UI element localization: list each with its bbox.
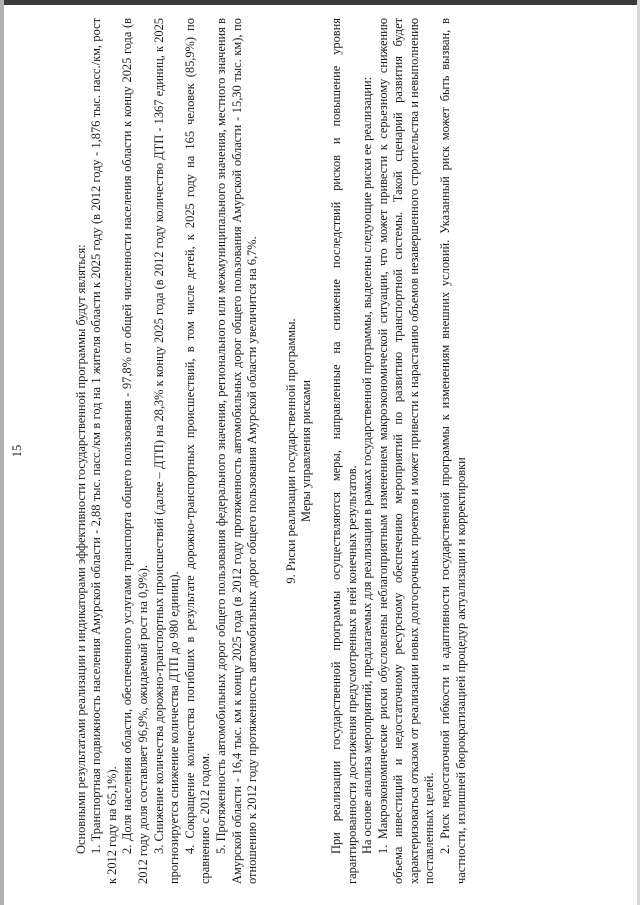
- result-item-4: 4. Сокращение количества погибших в результате дорожно-транспортных происшествий, в том числе детей, к 2025 году на 165 человек (85,9%) по сравнению с 2012 годом.: [182, 18, 213, 884]
- result-item-5: 5. Протяженность автомобильных дорог общего пользования федерального значения, регионального или межмуниципального значения, местного значения в Амурской области - 16,4 тыс. км к концу 2025 года (в 2012 году протяженность автомобильных дорог общего пользования Амурской области - 15,30 тыс. км), по отношению к 2012 году протяженность автомобильных дорог общего пользования Амурской области увеличится на 6,7%.: [213, 18, 260, 884]
- risk-paragraph-3: 1. Макроэкономические риски обусловлены неблагоприятным изменением макроэкономической ситуации, что может привести к серьезному снижению объема инвестиций и недостаточному ресурсному обеспечению мероприятий по развитию транспортной системы. Такой сценарий развития будет характеризоваться отказом от реализации новых долгосрочных проектов и может привести к нарастанию объемов незавершенного строительства и невыполнению поставленных целей.: [375, 18, 437, 884]
- page-number: 15: [10, 444, 24, 458]
- section-title: 9. Риски реализации государственной программы.: [283, 318, 298, 584]
- result-item-3: 3. Снижение количества дорожно-транспортных происшествий (далее – ДТП) на 28,3% к концу 2025 года (в 2012 году количество ДТП - 1367 единиц, к 2025 прогнозируется снижение количества ДТП до 980 единиц).: [151, 18, 182, 884]
- result-item-2: 2. Доля населения области, обеспеченного услугами транспорта общего пользования - 97,8% от общей численности населения области к концу 2025 года (в 2012 году доля составляет 96,9%, ожидаемый рост на 0,9%).: [120, 18, 150, 884]
- risk-paragraph-4: 2. Риск недостаточной гибкости и адаптивности государственной программы к изменениям внешних условий. Указанный риск может быть вызван, в частности, излишней бюрократизацией процедур актуализации и корректировки: [438, 18, 468, 884]
- risk-paragraph-1: При реализации государственной программы осуществляются меры, направленные на снижение последствий рисков и повышение уровня гарантированности достижения предусмотренных в ней конечных результатов.: [328, 18, 359, 884]
- rotated-document-content: [4, 2, 616, 902]
- results-intro: Основными результатами реализации и индикаторами эффективности государственной программы будут являться:: [73, 244, 88, 854]
- result-item-1: 1. Транспортная подвижность населения Амурской области - 2,88 тыс. пасс./км в год на 1 жителя области к 2025 году (в 2012 году - 1,876 тыс. пасс./км, рост к 2012 году на 65,1%).: [89, 18, 119, 884]
- spacer: [261, 18, 284, 884]
- section-subtitle: Меры управления рисками: [299, 379, 314, 523]
- risk-paragraph-2: На основе анализа мероприятий, предлагаемых для реализации в рамках государственной программы, выделены следующие риски ее реализации:: [360, 76, 375, 854]
- spacer: [315, 18, 329, 884]
